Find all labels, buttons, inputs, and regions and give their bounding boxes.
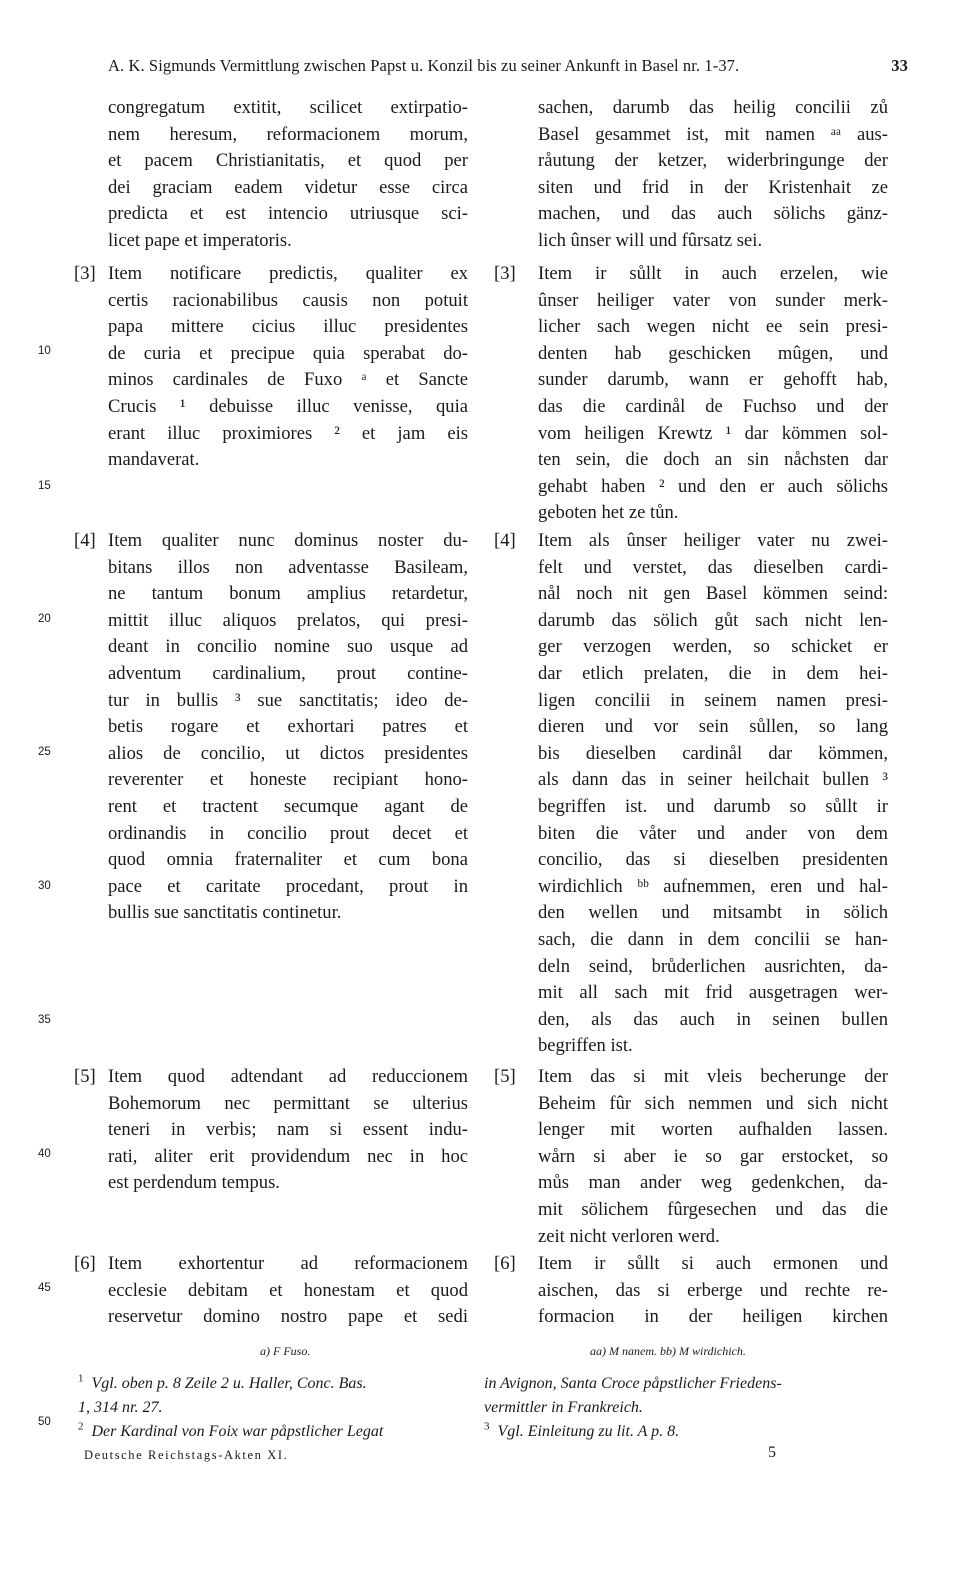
- text-line: erant illuc proximiores ² et jam eis: [108, 422, 468, 444]
- margin-number: 40: [38, 1148, 51, 1160]
- section-number: [3]: [74, 263, 96, 284]
- section-number: [4]: [494, 530, 516, 551]
- text-line: [3] Item ir sůllt in auch erzelen, wie: [528, 261, 888, 288]
- text-line: [4] Item als ûnser heiliger vater nu zwei-: [528, 528, 888, 555]
- text-line: rent et tractent secumque agant de: [108, 795, 468, 817]
- text-line: certis racionabilibus causis non potuit: [108, 289, 468, 311]
- series-title: Deutsche Reichstags-Akten XI.: [84, 1448, 289, 1462]
- text-line: ger verzogen werden, so schicket er: [538, 636, 888, 658]
- text-line: råutung der ketzer, widerbringunge der: [538, 150, 888, 172]
- margin-number: 35: [38, 1014, 51, 1026]
- latin-paragraph-2-end: [108, 95, 468, 255]
- text-line: Basel gesammet ist, mit namen ᵃᵃ aus-: [538, 123, 888, 145]
- text-line: bitans illos non adventasse Basileam,: [108, 556, 468, 578]
- section-number: [6]: [494, 1253, 516, 1274]
- text-line: mittit illuc aliquos prelatos, qui presi-: [108, 609, 468, 631]
- text-line: zeit nicht verloren werd.: [538, 1225, 720, 1247]
- text-line: licher sach wegen nicht ee sein presi-: [538, 316, 888, 338]
- margin-number: 20: [38, 613, 51, 625]
- text-line: můs man ander weg gedenkchen, da-: [538, 1172, 888, 1194]
- text-line: tur in bullis ³ sue sanctitatis; ideo de-: [108, 689, 468, 711]
- text-line: alios de concilio, ut dictos presidentes: [108, 742, 468, 764]
- text-line: lich ûnser will und fûrsatz sei.: [538, 229, 763, 251]
- text-line: deln seind, brůderlichen ausrichten, da-: [538, 955, 888, 977]
- text-line: denten hab geschicken mûgen, und: [538, 342, 888, 364]
- text-line: Beheim fûr sich nemmen und sich nicht: [538, 1092, 888, 1114]
- text-line: sachen, darumb das heilig concilii zů: [538, 97, 888, 118]
- apparatus-left: a) F Fuso.: [260, 1344, 311, 1358]
- text-line: papa mittere cicius illuc presidentes: [108, 316, 468, 338]
- text-line: et pacem Christianitatis, et quod per: [108, 150, 468, 172]
- text-line: vom heiligen Krewtz ¹ dar kömmen sol-: [538, 422, 888, 444]
- latin-paragraph-3: [74, 261, 468, 474]
- text-line: begriffen ist. und darumb so sůllt ir: [538, 795, 888, 817]
- printer-signature: 5: [768, 1444, 776, 1461]
- text-line: ne tantum bonum amplius retardetur,: [108, 583, 468, 605]
- text-line: begriffen ist.: [538, 1035, 633, 1057]
- text-line: pace et caritate procedant, prout in: [108, 875, 468, 897]
- text-line: lenger mit worten aufhalden lassen.: [538, 1119, 888, 1141]
- margin-number: 15: [38, 480, 51, 492]
- text-line: ûnser heiliger vater von sunder merk-: [538, 289, 888, 311]
- text-line: [6] Item exhortentur ad reformacionem: [108, 1251, 468, 1278]
- german-paragraph-5: [494, 1064, 888, 1250]
- text-line: concilio, das si dieselben presidenten: [538, 849, 888, 871]
- text-line: formacion in der heiligen kirchen: [538, 1306, 888, 1328]
- text-line: den wellen und mitsambt in sölich: [538, 902, 888, 924]
- text-line: machen, und das auch sölichs gänz-: [538, 203, 888, 225]
- margin-number: 45: [38, 1282, 51, 1294]
- text-line: biten die våter und ander von dem: [538, 822, 888, 844]
- text-line: aischen, das si erberge und rechte re-: [538, 1279, 888, 1301]
- text-line: Bohemorum nec permittant se ulterius: [108, 1092, 468, 1114]
- text-line: reservetur domino nostro pape et sedi: [108, 1306, 468, 1328]
- text-line: teneri in verbis; nam si essent indu-: [108, 1119, 468, 1141]
- footnote-marker: 1: [78, 1372, 84, 1385]
- text-line: ecclesie debitam et honestam et quod: [108, 1279, 468, 1301]
- text-line: dar etlich prelaten, die in dem hei-: [538, 662, 888, 684]
- text-line: felt und verstet, das dieselben cardi-: [538, 556, 888, 578]
- text-line: bis dieselben cardinål dar kömmen,: [538, 742, 888, 764]
- latin-paragraph-4: [74, 528, 468, 927]
- text-line: nem heresum, reformacionem morum,: [108, 123, 468, 145]
- text-line: ten sein, die doch an sin nåchsten dar: [538, 449, 888, 471]
- footnote-2-cont: in Avignon, Santa Croce påpstlicher Friedens- vermittler in Frankreich. $^3$ Vgl. Einleitung zu lit. A p. 8.: [484, 1375, 782, 1440]
- text-line: rati, aliter erit providendum nec in hoc: [108, 1145, 468, 1167]
- german-paragraph-4: [494, 528, 888, 1060]
- german-paragraph-6: [494, 1251, 888, 1331]
- margin-number: 10: [38, 345, 51, 357]
- section-number: [5]: [74, 1066, 96, 1087]
- text-line: [6] Item ir sůllt si auch ermonen und: [528, 1251, 888, 1278]
- footnote-marker: 2: [78, 1420, 84, 1433]
- text-line: mit all sach mit frid ausgetragen wer-: [538, 982, 888, 1004]
- text-line: deant in concilio nomine suo usque ad: [108, 636, 468, 658]
- section-number: [3]: [494, 263, 516, 284]
- text-line: betis rogare et exhortari patres et: [108, 716, 468, 738]
- text-line: dieren und vor sein sůllen, so lang: [538, 716, 888, 738]
- section-number: [5]: [494, 1066, 516, 1087]
- text-line: predicta et est intencio utriusque sci-: [108, 203, 468, 225]
- text-line: mit sölichem fûrgesechen und das die: [538, 1198, 888, 1220]
- text-line: dei graciam eadem videtur esse circa: [108, 176, 468, 198]
- running-title: A. K. Sigmunds Vermittlung zwischen Papst u. Konzil bis zu seiner Ankunft in Basel nr. 1-37.: [108, 56, 740, 75]
- text-line: nål noch nit gen Basel kömmen seind:: [538, 583, 888, 605]
- german-paragraph-3: [494, 261, 888, 527]
- text-line: [4] Item qualiter nunc dominus noster du-: [108, 528, 468, 555]
- margin-number: 50: [38, 1416, 51, 1428]
- text-line: geboten het ze tůn.: [538, 502, 679, 524]
- text-line: [5] Item quod adtendant ad reduccionem: [108, 1064, 468, 1091]
- text-line: congregatum extitit, scilicet extirpatio-: [108, 97, 468, 118]
- text-line: den, als das auch in seinen bullen: [538, 1008, 888, 1030]
- text-line: adventum cardinalium, prout contine-: [108, 662, 468, 684]
- text-line: quod omnia fraternaliter et cum bona: [108, 849, 468, 871]
- text-line: siten und frid in der Kristenhait ze: [538, 176, 888, 198]
- text-line: das die cardinål de Fuchso und der: [538, 395, 888, 417]
- text-line: wårn si aber ie so gar erstocket, so: [538, 1145, 888, 1167]
- margin-number: 25: [38, 746, 51, 758]
- text-line: sach, die dann in dem concilii se han-: [538, 928, 888, 950]
- footnote-marker: 3: [484, 1420, 490, 1433]
- text-line: darumb das sölich gůt sach nicht len-: [538, 609, 888, 631]
- text-line: [5] Item das si mit vleis becherunge der: [528, 1064, 888, 1091]
- text-line: als dann das in seiner heilchait bullen ³: [538, 769, 888, 791]
- section-number: [6]: [74, 1253, 96, 1274]
- text-line: ordinandis in concilio prout decet et: [108, 822, 468, 844]
- latin-paragraph-5: [74, 1064, 468, 1197]
- text-line: est perdendum tempus.: [108, 1172, 280, 1194]
- text-line: wirdichlich ᵇᵇ aufnemmen, eren und hal-: [538, 875, 888, 897]
- section-number: [4]: [74, 530, 96, 551]
- text-line: mandaverat.: [108, 449, 200, 471]
- text-line: licet pape et imperatoris.: [108, 229, 292, 251]
- latin-paragraph-6: [74, 1251, 468, 1331]
- text-line: minos cardinales de Fuxo ᵃ et Sancte: [108, 369, 468, 391]
- margin-number: 30: [38, 880, 51, 892]
- page-number: 33: [891, 56, 908, 75]
- text-line: ligen concilii in seinem namen presi-: [538, 689, 888, 711]
- text-line: sunder darumb, wann er gehofft hab,: [538, 369, 888, 391]
- apparatus-right: aa) M nanem. bb) M wirdichich.: [590, 1344, 746, 1358]
- footnote-1: $^1$ Vgl. oben p. 8 Zeile 2 u. Haller, Conc. Bas. 1, 314 nr. 27. $^2$ Der Kardinal von Foix war påpstlicher Legat: [78, 1372, 384, 1440]
- text-line: [3] Item notificare predictis, qualiter ex: [108, 261, 468, 288]
- text-line: gehabt haben ² und den er auch sölichs: [538, 475, 888, 497]
- text-line: Crucis ¹ debuisse illuc venisse, quia: [108, 395, 468, 417]
- text-line: reverenter et honeste recipiant hono-: [108, 769, 468, 791]
- text-line: bullis sue sanctitatis continetur.: [108, 902, 342, 924]
- german-paragraph-2-end: [528, 95, 888, 255]
- text-line: de curia et precipue quia sperabat do-: [108, 342, 468, 364]
- running-header: [108, 56, 908, 86]
